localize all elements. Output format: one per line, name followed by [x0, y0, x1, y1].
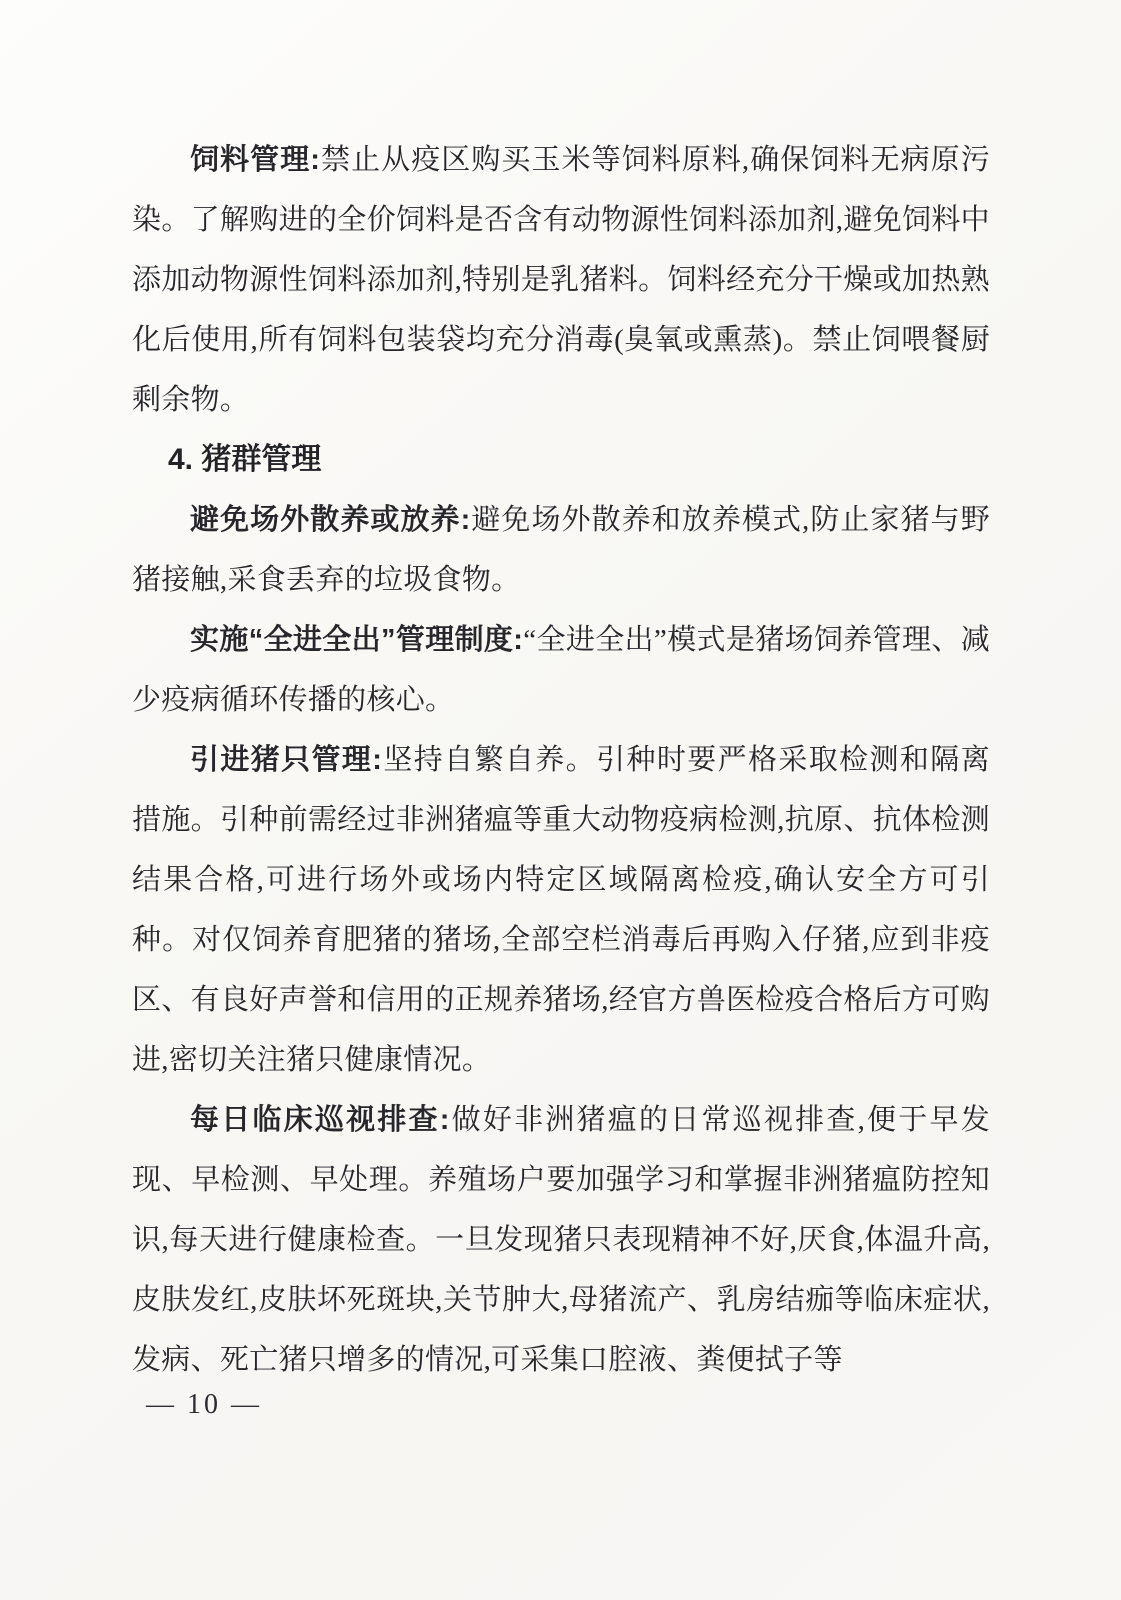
paragraph-text-feed-management: 禁止从疫区购买玉米等饲料原料,确保饲料无病原污染。了解购进的全价饲料是否含有动物源性饲料添加剂,避免饲料中添加动物源性饲料添加剂,特别是乳猪料。饲料经充分干燥或加热熟化后使用,所有饲料包装袋均充分消毒(臭氧或熏蒸)。禁止饲喂餐厨剩余物。: [132, 144, 990, 416]
paragraph-lead-pig-introduction: 引进猪只管理:: [190, 744, 383, 776]
document-body: [132, 130, 990, 1390]
paragraph-lead-feed-management: 饲料管理:: [190, 144, 321, 176]
section-heading-herd-management: 4. 猪群管理: [168, 443, 322, 476]
paragraph-daily-inspection: [132, 1090, 990, 1390]
paragraph-lead-daily-inspection: 每日临床巡视排查:: [190, 1104, 450, 1136]
paragraph-all-in-all-out: [132, 610, 990, 730]
paragraph-text-avoid-free-range: 避免场外散养和放养模式,防止家猪与野猪接触,采食丢弃的垃圾食物。: [132, 504, 990, 596]
paragraph-feed-management: [132, 130, 990, 430]
paragraph-lead-avoid-free-range: 避免场外散养或放养:: [190, 504, 471, 536]
paragraph-avoid-free-range: [132, 490, 990, 610]
paragraph-text-all-in-all-out: “全进全出”模式是猪场饲养管理、减少疫病循环传播的核心。: [132, 624, 991, 716]
paragraph-text-daily-inspection: 做好非洲猪瘟的日常巡视排查,便于早发现、早检测、早处理。养殖场户要加强学习和掌握非洲猪瘟防控知识,每天进行健康检查。一旦发现猪只表现精神不好,厌食,体温升高,皮肤发红,皮肤坏死斑块,关节肿大,母猪流产、乳房结痂等临床症状,发病、死亡猪只增多的情况,可采集口腔液、粪便拭子等: [132, 1104, 991, 1376]
paragraph-text-pig-introduction: 坚持自繁自养。引种时要严格采取检测和隔离措施。引种前需经过非洲猪瘟等重大动物疫病检测,抗原、抗体检测结果合格,可进行场外或场内特定区域隔离检疫,确认安全方可引种。对仅饲养育肥猪的猪场,全部空栏消毒后再购入仔猪,应到非疫区、有良好声誉和信用的正规养猪场,经官方兽医检疫合格后方可购进,密切关注猪只健康情况。: [132, 744, 990, 1076]
paragraph-lead-all-in-all-out: 实施“全进全出”管理制度:: [190, 624, 524, 656]
page-number: — 10 —: [146, 1389, 262, 1420]
paragraph-pig-introduction: [132, 730, 990, 1090]
